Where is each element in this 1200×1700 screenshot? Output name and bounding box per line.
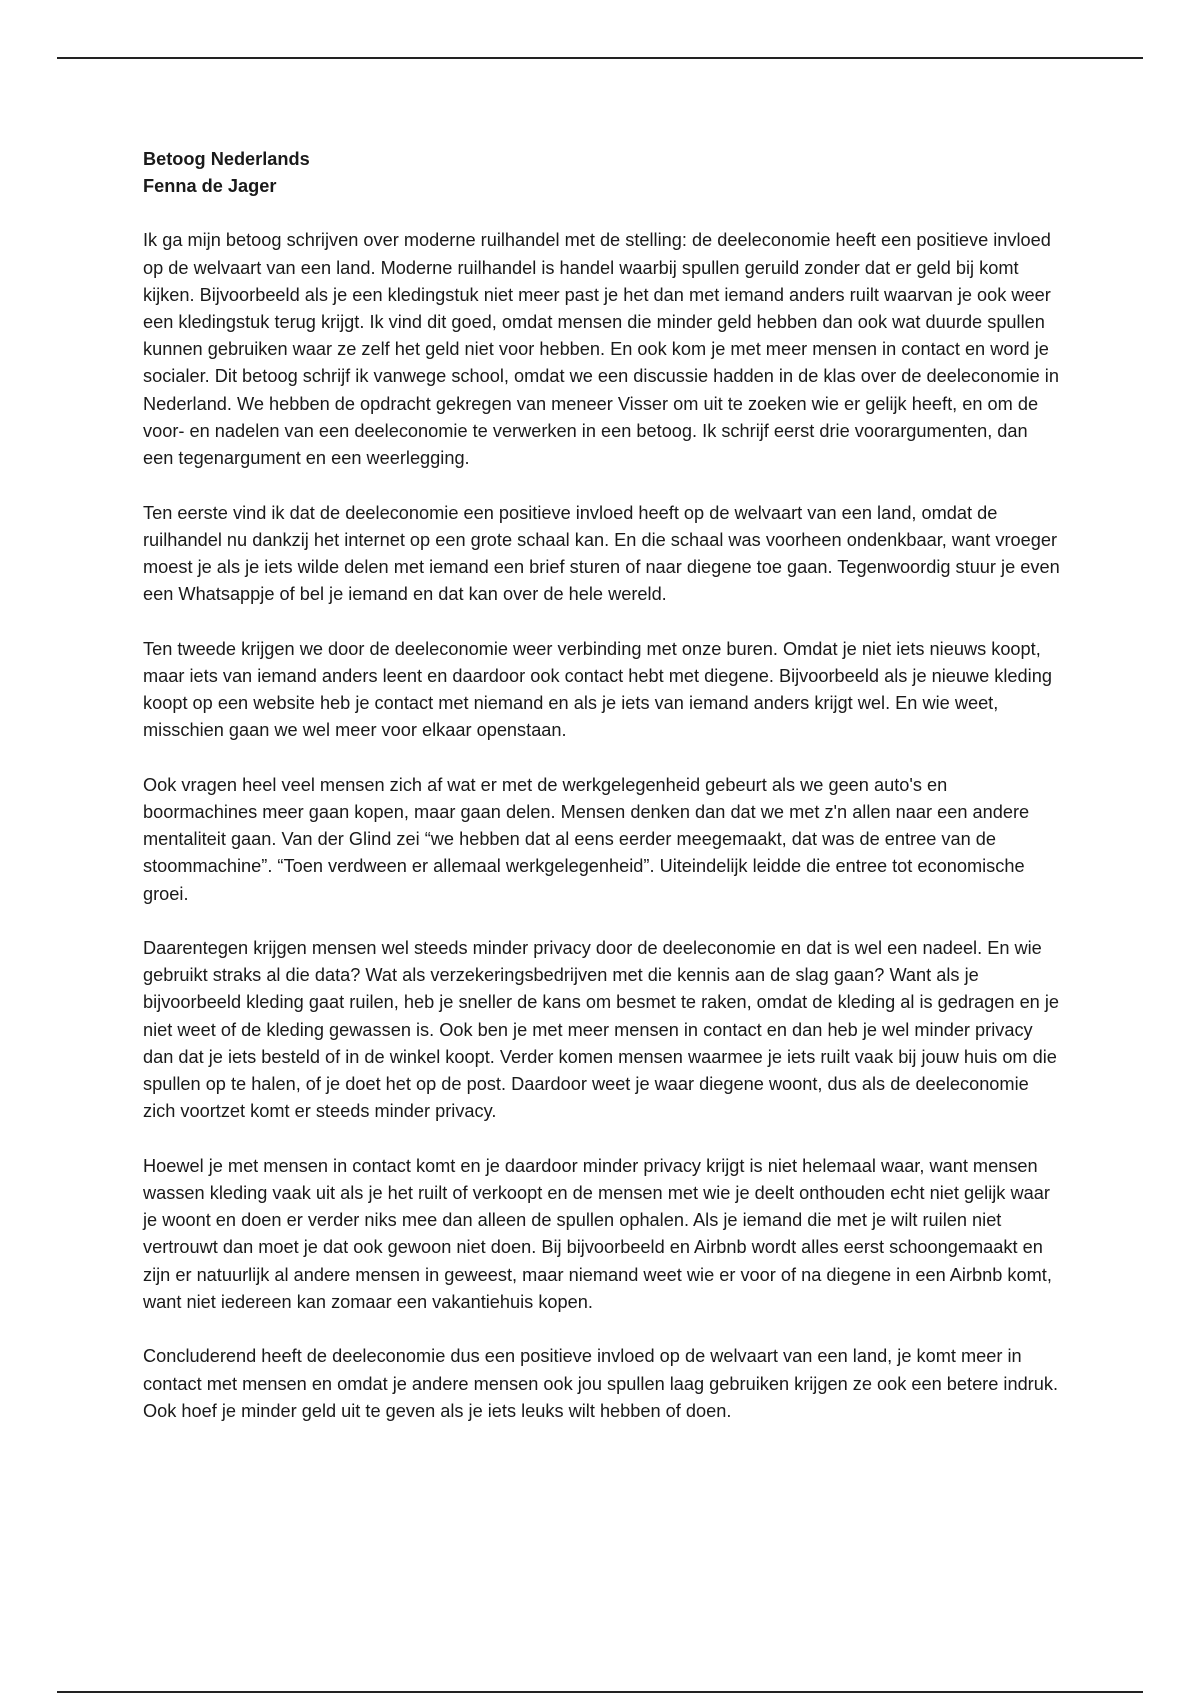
paragraph-argument-2: Ten tweede krijgen we door de deeleconomie weer verbinding met onze buren. Omdat je niet iets nieuws koopt, maar iets van iemand anders leent en daardoor ook contact hebt met diegene. Bijvoorbeeld als je nieuwe kleding koopt op een website heb je contact met niemand en als je iets van iemand anders krijgt wel. En wie weet, misschien gaan we wel meer voor elkaar openstaan. (143, 638, 1052, 741)
paragraph-argument-3: Ook vragen heel veel mensen zich af wat er met de werkgelegenheid gebeurt als we geen auto's en boormachines meer gaan kopen, maar gaan delen. Mensen denken dan dat we met z'n allen naar een andere mentaliteit gaan. Van der Glind zei “we hebben dat al eens eerder meegemaakt, dat was de entree van de stoommachine”. “Toen verdween er allemaal werkgelegenheid”. Uiteindelijk leidde die entree tot economische groei. (143, 774, 1030, 904)
header-rule (57, 57, 1143, 59)
document-body (143, 146, 1063, 1452)
document-title: Betoog Nederlands (143, 149, 310, 169)
paragraph-conclusion: Concluderend heeft de deeleconomie dus een positieve invloed op de welvaart van een land, je komt meer in contact met mensen en omdat je andere mensen ook jou spullen laag gebruiken krijgen ze ook een betere indruk. Ook hoef je minder geld uit te geven als je iets leuks wilt hebben of doen. (143, 1346, 1058, 1421)
paragraph-counterargument: Daarentegen krijgen mensen wel steeds minder privacy door de deeleconomie en dat is wel een nadeel. En wie gebruikt straks al die data? Wat als verzekeringsbedrijven met die kennis aan de slag gaan? Want als je bijvoorbeeld kleding gaat ruilen, heb je sneller de kans om besmet te raken, omdat de kleding al is gedragen en je niet weet of de kleding gewassen is. Ook ben je met meer mensen in contact en dan heb je wel minder privacy dan dat je iets besteld of in de winkel koopt. Verder komen mensen waarmee je iets ruilt vaak bij jouw huis om die spullen op te halen, of je doet het op de post. Daardoor weet je waar diegene woont, dus als de deeleconomie zich voortzet komt er steeds minder privacy. (143, 938, 1060, 1122)
footer-rule (57, 1691, 1143, 1693)
paragraph-argument-1: Ten eerste vind ik dat de deeleconomie een positieve invloed heeft op de welvaart van een land, omdat de ruilhandel nu dankzij het internet op een grote schaal kan. En die schaal was voorheen ondenkbaar, want vroeger moest je als je iets wilde delen met iemand een brief sturen of naar diegene toe gaan. Tegenwoordig stuur je even een Whatsappje of bel je iemand en dat kan over de hele wereld. (143, 502, 1060, 605)
paragraph-rebuttal: Hoewel je met mensen in contact komt en je daardoor minder privacy krijgt is niet helemaal waar, want mensen wassen kleding vaak uit als je het ruilt of verkoopt en de mensen met wie je deelt onthouden echt niet gelijk waar je woont en doen er verder niks mee dan alleen de spullen ophalen. Als je iemand die met je wilt ruilen niet vertrouwt dan moet je dat ook gewoon niet doen. Bij bijvoorbeeld en Airbnb wordt alles eerst schoongemaakt en zijn er natuurlijk al andere mensen in geweest, maar niemand weet wie er voor of na diegene in een Airbnb komt, want niet iedereen kan zomaar een vakantiehuis kopen. (143, 1155, 1052, 1312)
document-heading (143, 146, 1063, 200)
paragraph-introduction: Ik ga mijn betoog schrijven over moderne ruilhandel met de stelling: de deeleconomie heeft een positieve invloed op de welvaart van een land. Moderne ruilhandel is handel waarbij spullen geruild zonder dat er geld bij komt kijken. Bijvoorbeeld als je een kledingstuk niet meer past je het dan met iemand anders ruilt waarvan je ook weer een kledingstuk terug krijgt. Ik vind dit goed, omdat mensen die minder geld hebben dan ook wat duurde spullen kunnen gebruiken waar ze zelf het geld niet voor hebben. En ook kom je met meer mensen in contact en word je socialer. Dit betoog schrijf ik vanwege school, omdat we een discussie hadden in de klas over de deeleconomie in Nederland. We hebben de opdracht gekregen van meneer Visser om uit te zoeken wie er gelijk heeft, en om de voor- en nadelen van een deeleconomie te verwerken in een betoog. Ik schrijf eerst drie voorargumenten, dan een tegenargument en een weerlegging. (143, 230, 1059, 469)
document-author: Fenna de Jager (143, 176, 277, 197)
